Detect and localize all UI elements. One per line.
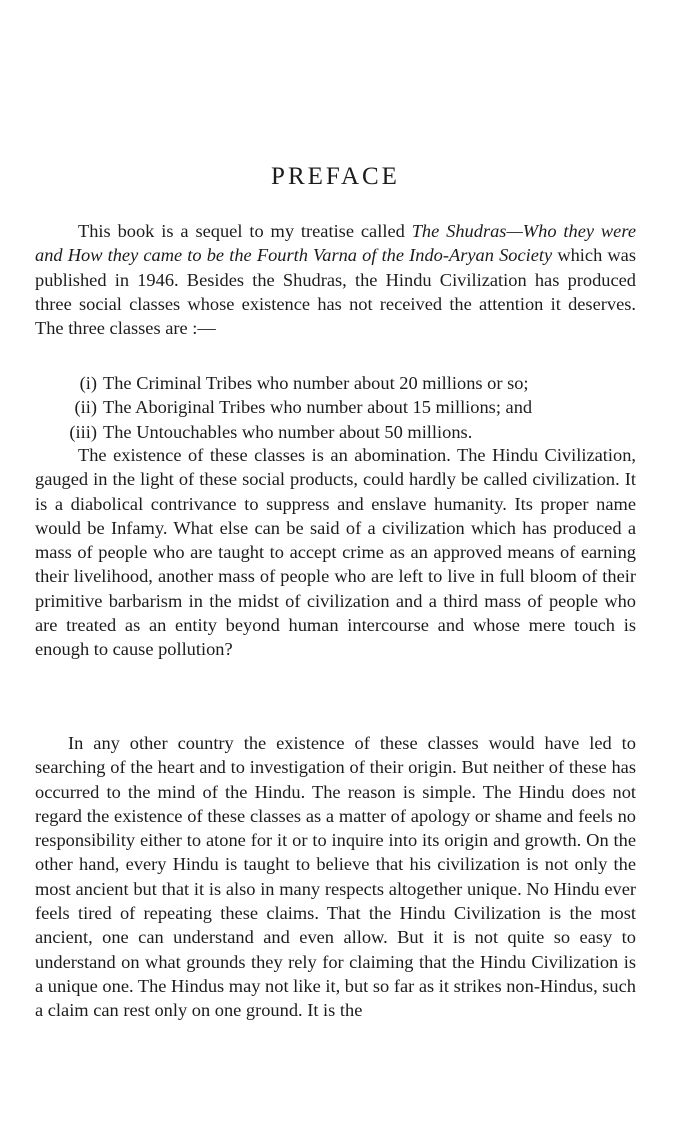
list-item-text: The Criminal Tribes who number about 20 millions or so; [103,373,529,393]
list-item-number: (i) [79,373,97,393]
list-item-text: The Untouchables who number about 50 millions. [103,421,473,442]
paragraph-other-country: In any other country the existence of these classes would have led to searching of the heart and to investigation of their origin. But neither of these has occurred to the mind of the Hindu. The reason is simple. The Hindu does not regard the existence of these classes as a matter of apology or shame and feels no responsibility either to atone for it or to inquire into its origin and growth. On the other hand, every Hindu is taught to believe that his civilization is not only the most ancient but that it is also in many respects altogether unique. No Hindu ever feels tired of repeating these claims. That the Hindu Civilization is the most ancient, one can understand and even allow. But it is not quite so easy to understand on what grounds they rely for claiming that the Hindu Civilization is a unique one. The Hindus may not like it, but so far as it strikes non-Hindus, such a claim can rest only on one ground. It is the [35,733,636,1021]
paragraph-intro [35,219,636,340]
paragraph-abomination: The existence of these classes is an abomination. The Hindu Civilization, gauged in the light of these social products, could hardly be called civilization. It is a diabolical contrivance to suppress and enslave humanity. Its proper name would be Infamy. What else can be said of a civilization which has produced a mass of people who are taught to accept crime as an approved means of earning their livelihood, another mass of people who are left to live in full bloom of their primitive barbarism in the midst of civilization and a third mass of people who are treated as an entity beyond human intercourse and whose mere touch is enough to cause pollution? [35,445,636,660]
book-title-italic: The Shudras—Who they were and How they came to be the Fourth Varna of the Indo-Aryan Society [35,221,636,266]
list-item-text: The Aboriginal Tribes who number about 15 millions; and [103,397,533,418]
paragraph-intro-text-a: This book is a sequel to my treatise called [78,221,412,241]
list-item-number: (iii) [69,421,97,442]
list-item [35,420,636,444]
list-item [35,395,636,419]
paragraph-intro-text-b: which was published in 1946. Besides the Shudras, the Hindu Civilization has produced three social classes whose existence has not received the attention it deserves. The three classes are :— [35,245,637,339]
class-list [35,371,636,444]
list-item [35,371,636,395]
list-item-number: (ii) [74,397,97,418]
page-title: PREFACE [271,162,400,190]
